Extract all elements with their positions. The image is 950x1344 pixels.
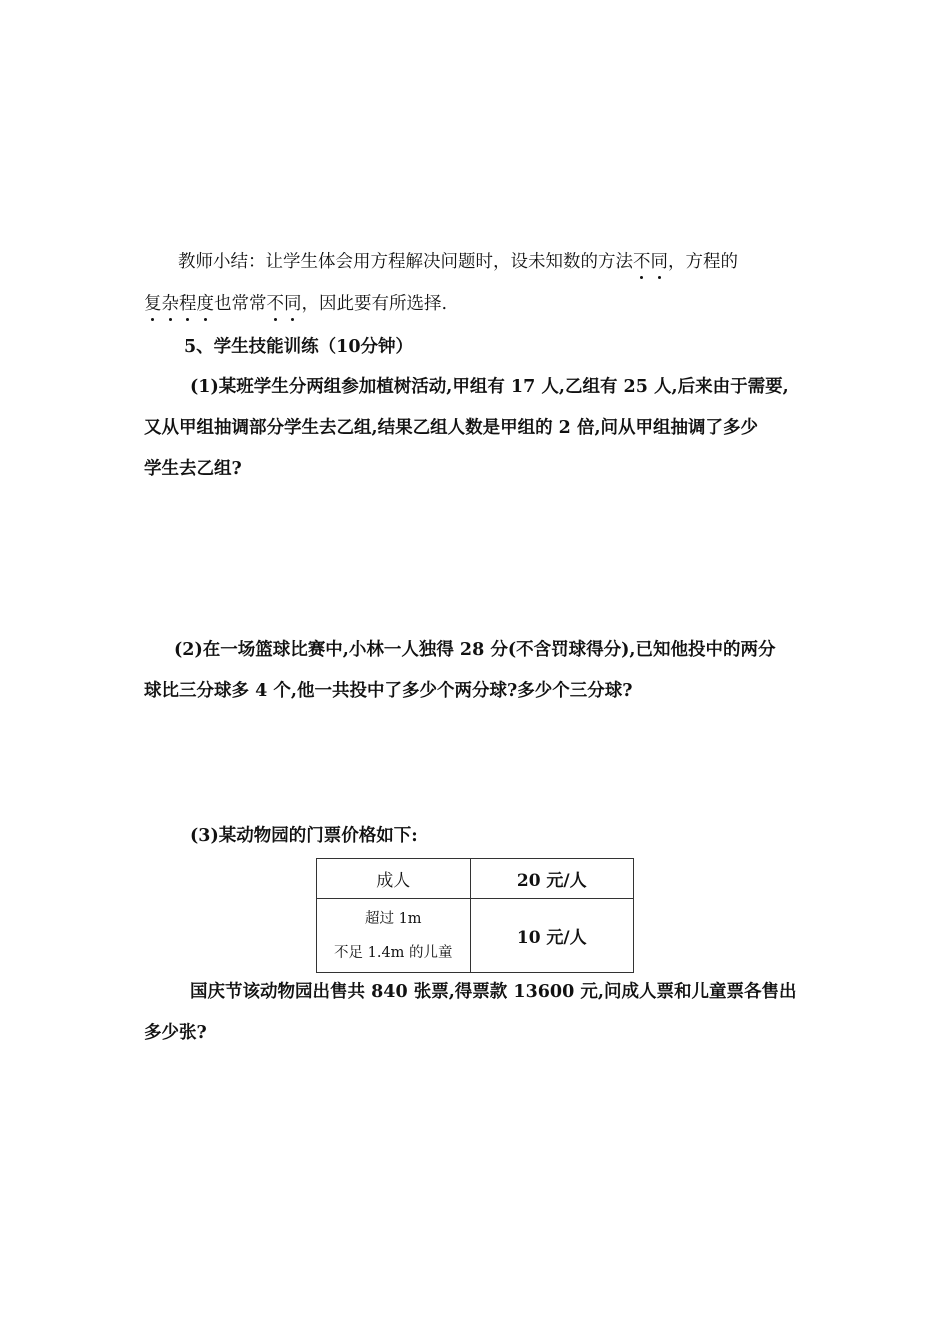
section-heading: 5、学生技能训练（10分钟）: [184, 337, 414, 357]
summary-text-d: ，因此要有所选择.: [301, 294, 448, 314]
question-2-line-1: (2)在一场篮球比赛中,小林一人独得 28 分(不含罚球得分),已知他投中的两分: [174, 640, 776, 660]
table-row: [317, 899, 634, 973]
summary-text-b: ，方程的: [668, 252, 738, 272]
question-3-intro: (3)某动物园的门票价格如下:: [190, 826, 418, 846]
child-label-cell: [317, 899, 471, 973]
child-price-cell: 10 元/人: [470, 899, 633, 973]
question-1-line-2: 又从甲组抽调部分学生去乙组,结果乙组人数是甲组的 2 倍,问从甲组抽调了多少: [144, 418, 759, 438]
summary-line-1: [178, 248, 738, 273]
question-3-line-1: 国庆节该动物园出售共 840 张票,得票款 13600 元,问成人票和儿童票各售出: [190, 982, 797, 1002]
child-label-line-2: 不足 1.4m 的儿童: [334, 944, 453, 961]
emphasis-char: 同: [284, 294, 302, 314]
question-1-line-3: 学生去乙组?: [144, 459, 242, 479]
question-3-line-2: 多少张?: [144, 1023, 207, 1043]
adult-label: 成人: [376, 871, 411, 891]
question-1-line-1: (1)某班学生分两组参加植树活动,甲组有 17 人,乙组有 25 人,后来由于需要,: [190, 377, 789, 397]
table-row: [317, 859, 634, 899]
emphasis-char: 复: [144, 294, 162, 314]
summary-text-c: 也常常: [214, 294, 267, 314]
emphasis-char: 程: [179, 294, 197, 314]
ticket-price-table: [316, 858, 634, 973]
adult-price-cell: 20 元/人: [470, 859, 633, 899]
emphasis-char: 不: [633, 252, 651, 272]
summary-line-2: [144, 290, 447, 315]
emphasis-char: 度: [196, 294, 214, 314]
summary-text-a: 教师小结：让学生体会用方程解决问题时，设未知数的方法: [178, 252, 633, 272]
question-2-line-2: 球比三分球多 4 个,他一共投中了多少个两分球?多少个三分球?: [144, 681, 633, 701]
child-label-line-1: 超过 1m: [364, 910, 422, 927]
emphasis-char: 同: [650, 252, 668, 272]
emphasis-char: 不: [266, 294, 284, 314]
emphasis-char: 杂: [161, 294, 179, 314]
adult-label-cell: [317, 859, 471, 899]
